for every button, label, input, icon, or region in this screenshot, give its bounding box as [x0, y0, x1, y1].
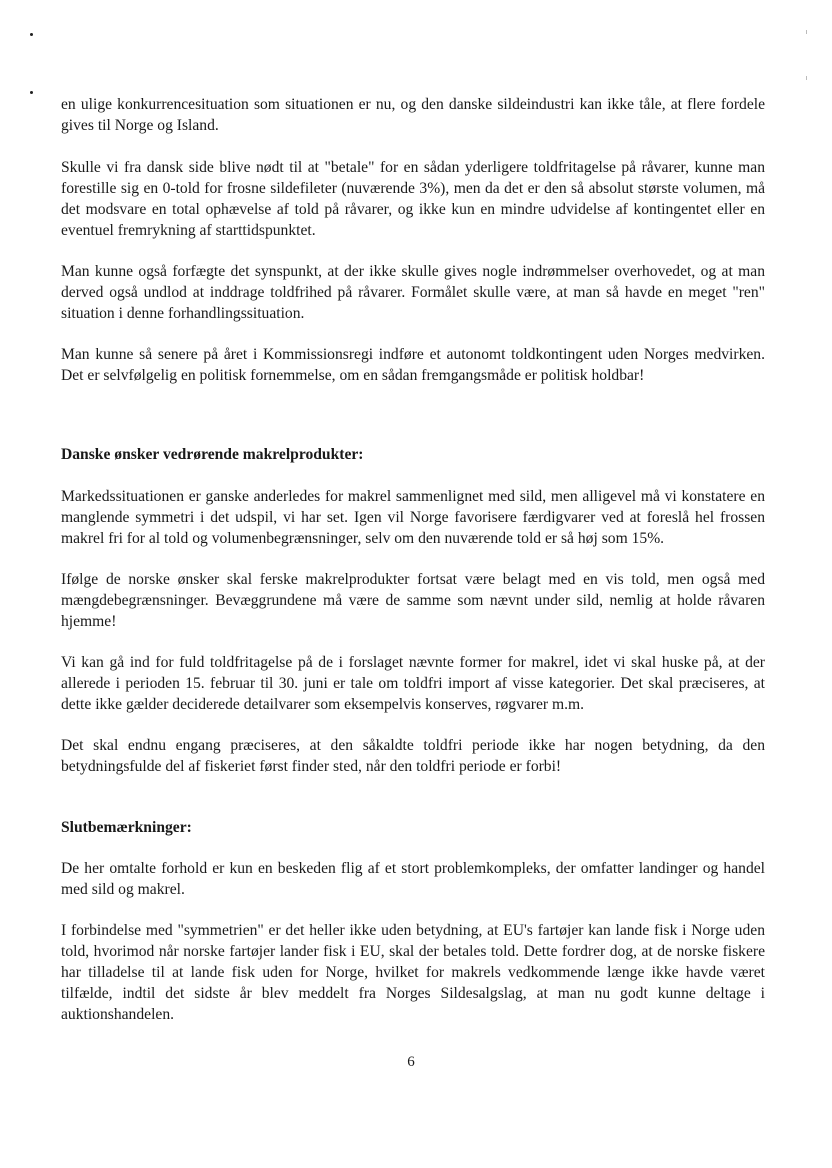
paragraph: Ifølge de norske ønsker skal ferske makrelprodukter fortsat være belagt med en vis told, men også med mængdebegrænsninger. Bevæggrundene må være de samme som nævnt under sild, nemlig at holde råvaren hjemme! — [61, 571, 765, 630]
paragraph: Skulle vi fra dansk side blive nødt til at "betale" for en sådan yderligere toldfritagelse på råvarer, kunne man forestille sig en 0-told for frosne sildefileter (nuværende 3%), men da det er den så absolut største volumen, må det modsvare en total ophævelse af told på råvarer, og ikke kun en mindre udvidelse af kontingentet eller en eventuel fremrykning af starttidspunktet. — [61, 159, 765, 239]
paragraph: De her omtalte forhold er kun en beskeden flig af et stort problemkompleks, der omfatter landinger og handel med sild og makrel. — [61, 860, 765, 898]
paragraph: Man kunne så senere på året i Kommissionsregi indføre et autonomt toldkontingent uden Norges medvirken. Det er selvfølgelig en politisk fornemmelse, om en sådan fremgangsmåde er politisk holdbar! — [61, 346, 765, 384]
scan-mark — [806, 76, 807, 80]
scan-speck — [30, 91, 33, 94]
page-number — [0, 1054, 832, 1071]
section-heading-closing: Slutbemærkninger: — [61, 819, 192, 836]
scan-speck — [30, 33, 33, 36]
section-heading-mackerel: Danske ønsker vedrørende makrelprodukter: — [61, 446, 364, 463]
paragraph: I forbindelse med "symmetrien" er det heller ikke uden betydning, at EU's fartøjer kan lande fisk i Norge uden told, hvorimod når norske fartøjer lander fisk i EU, skal der betales told. Dette fordrer dog, at de norske fiskere har tilladelse til at lande fisk uden for Norge, hvilket for makrels vedkommende længe ikke havde været tilfælde, indtil det sidste år blev meddelt fra Norges Sildesalgslag, at man nu godt kunne deltage i auktionshandelen. — [61, 922, 765, 1023]
paragraph: Det skal endnu engang præciseres, at den såkaldte toldfri periode ikke har nogen betydning, da den betydningsfulde del af fiskeriet først finder sted, når den toldfri periode er forbi! — [61, 737, 765, 775]
paragraph: Markedssituationen er ganske anderledes for makrel sammenlignet med sild, men alligevel må vi konstatere en manglende symmetri i det udspil, vi har set. Igen vil Norge favorisere færdigvarer ved at foreslå hel frossen makrel fri for al told og volumenbegrænsninger, selv om den nuværende told er så høj som 15%. — [61, 488, 765, 547]
scan-mark — [806, 30, 807, 34]
paragraph: Vi kan gå ind for fuld toldfritagelse på de i forslaget nævnte former for makrel, idet vi skal huske på, at der allerede i perioden 15. februar til 30. juni er tale om toldfri import af visse kategorier. Det skal præciseres, at dette ikke gælder deciderede detailvarer som eksempelvis konserves, røgvarer m.m. — [61, 654, 765, 713]
document-body — [61, 94, 765, 1025]
page-number-text: 6 — [407, 1054, 415, 1070]
paragraph: en ulige konkurrencesituation som situationen er nu, og den danske sildeindustri kan ikke tåle, at flere fordele gives til Norge og Island. — [61, 96, 765, 134]
paragraph: Man kunne også forfægte det synspunkt, at der ikke skulle gives nogle indrømmelser overhovedet, og at man derved også undlod at inddrage toldfrihed på råvarer. Formålet skulle være, at man så havde en meget "ren" situation i denne forhandlingssituation. — [61, 263, 765, 322]
